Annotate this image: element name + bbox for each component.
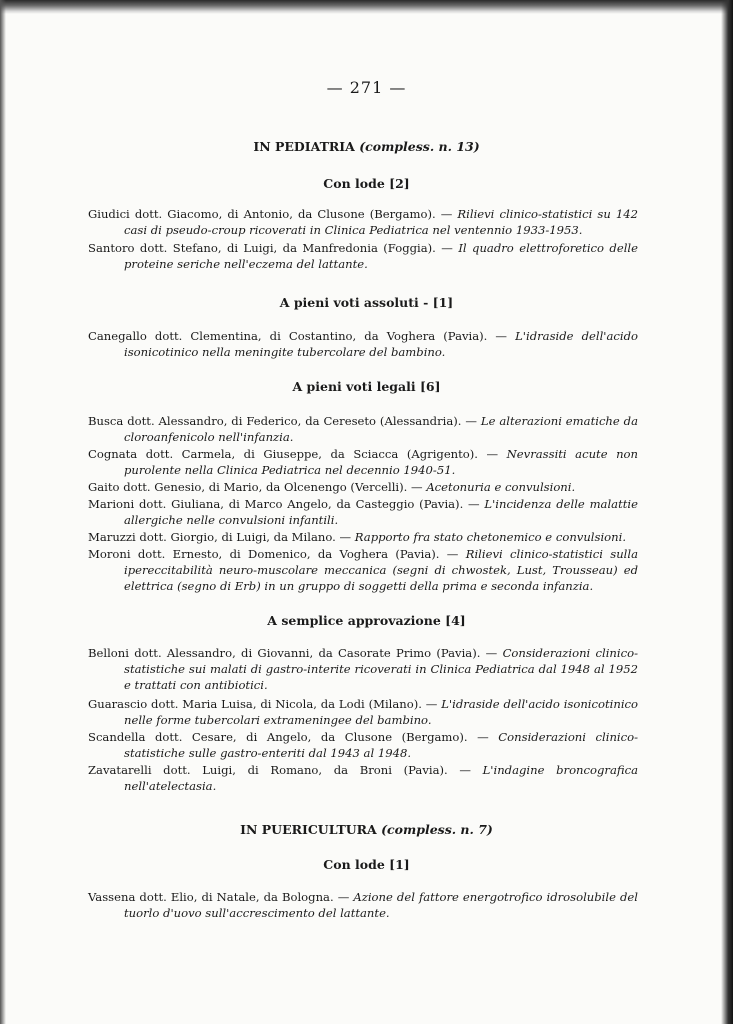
group-heading: A pieni voti assoluti - [1] bbox=[279, 295, 454, 310]
page-number: — 271 — bbox=[326, 78, 407, 97]
section-heading-puericultura bbox=[0, 822, 733, 837]
section-title: IN PUERICULTURA bbox=[240, 822, 377, 837]
group-heading: A pieni voti legali [6] bbox=[292, 379, 441, 394]
list-item: Cognata dott. Carmela, di Giuseppe, da Sciacca (Agrigento). — Nevrassiti acute non purolente nella Clinica Pediatrica nel decennio 1940-51. bbox=[88, 447, 638, 477]
list-item: Guarascio dott. Maria Luisa, di Nicola, da Lodi (Milano). — L'idraside dell'acido isonicotinico nelle forme tubercolari extrameningee del bambino. bbox=[88, 697, 638, 727]
list-item: Scandella dott. Cesare, di Angelo, da Clusone (Bergamo). — Considerazioni clinico-statistiche sulle gastro-enteriti dal 1943 al 1948. bbox=[88, 730, 639, 760]
section-count: (compless. n. 7) bbox=[381, 822, 493, 837]
list-item: Vassena dott. Elio, di Natale, da Bologna. — Azione del fattore energotrofico idrosolubile del tuorlo d'uovo sull'accrescimento del lattante. bbox=[88, 890, 638, 920]
list-item: Zavatarelli dott. Luigi, di Romano, da Broni (Pavia). — L'indagine broncografica nell'atelectasia. bbox=[88, 763, 639, 793]
list-item: Canegallo dott. Clementina, di Costantino, da Voghera (Pavia). — L'idraside dell'acido isonicotinico nella meningite tubercolare del bambino. bbox=[88, 329, 638, 359]
scan-top-edge bbox=[0, 0, 733, 14]
section-count: (compless. n. 13) bbox=[359, 139, 480, 154]
section-title: IN PEDIATRIA bbox=[253, 139, 355, 154]
list-item: Gaito dott. Genesio, di Mario, da Olcenengo (Vercelli). — Acetonuria e convulsioni. bbox=[88, 480, 576, 494]
group-heading: Con lode [2] bbox=[323, 176, 410, 191]
list-item: Maruzzi dott. Giorgio, di Luigi, da Milano. — Rapporto fra stato chetonemico e convulsioni. bbox=[88, 530, 627, 544]
list-item: Moroni dott. Ernesto, di Domenico, da Voghera (Pavia). — Rilievi clinico-statistici sulla ipereccitabilità neuro-muscolare meccanica (segni di chwostek, Lust, Trousseau) ed elettrica (segno di Erb) in un gruppo di soggetti della prima e seconda infanzia. bbox=[88, 547, 639, 593]
section-heading-pediatria bbox=[0, 139, 733, 154]
group-heading: Con lode [1] bbox=[323, 857, 410, 872]
list-item: Giudici dott. Giacomo, di Antonio, da Clusone (Bergamo). — Rilievi clinico-statistici su 142 casi di pseudo-croup ricoverati in Clinica Pediatrica nel ventennio 1933-1953. bbox=[88, 207, 639, 237]
list-item: Marioni dott. Giuliana, di Marco Angelo, da Casteggio (Pavia). — L'incidenza delle malattie allergiche nelle convulsioni infantili. bbox=[88, 497, 638, 527]
group-heading: A semplice approvazione [4] bbox=[267, 613, 466, 628]
list-item: Santoro dott. Stefano, di Luigi, da Manfredonia (Foggia). — Il quadro elettroforetico delle proteine seriche nell'eczema del lattante. bbox=[88, 241, 638, 271]
list-item: Busca dott. Alessandro, di Federico, da Cereseto (Alessandria). — Le alterazioni ematiche da cloroanfenicolo nell'infanzia. bbox=[88, 414, 638, 444]
list-item: Belloni dott. Alessandro, di Giovanni, da Casorate Primo (Pavia). — Considerazioni clinico-statistiche sui malati di gastro-interite ricoverati in Clinica Pediatrica dal 1948 al 1952 e trattati con antibiotici. bbox=[88, 646, 638, 692]
